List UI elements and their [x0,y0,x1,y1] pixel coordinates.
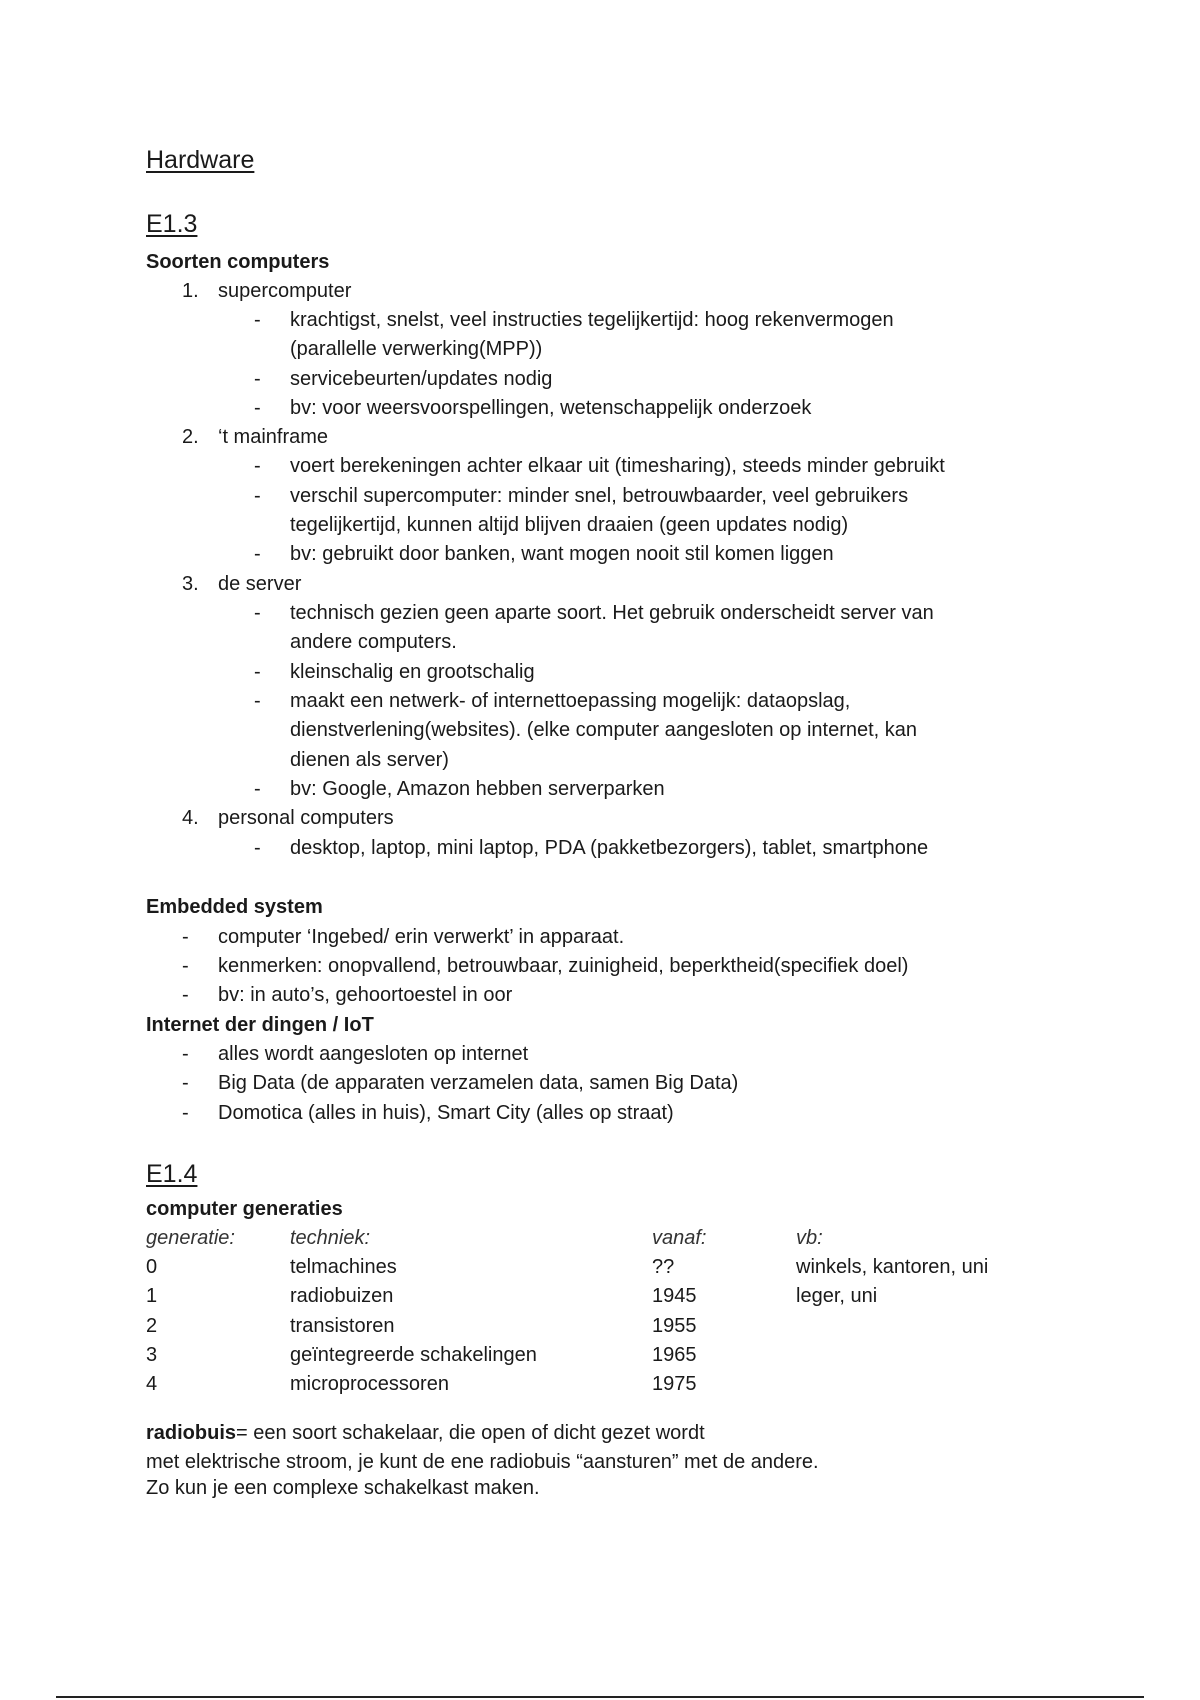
bullet-dash: - [182,955,189,977]
bullet-text: dienstverlening(websites). (elke computer aangesloten op internet, kan [290,719,918,741]
table-cell: 3 [146,1344,158,1366]
table-header: techniek: [290,1227,371,1249]
table-cell: 2 [146,1315,158,1337]
bullet-dash: - [254,543,261,565]
note-line [146,1421,705,1445]
table-cell: microprocessoren [290,1373,449,1395]
table-cell: transistoren [290,1315,395,1337]
bullet-text: Domotica (alles in huis), Smart City (alles op straat) [218,1102,674,1124]
table-cell: radiobuizen [290,1285,394,1307]
list-number: 2. [182,426,199,448]
table-cell: 1945 [652,1285,697,1307]
bullet-text: alles wordt aangesloten op internet [218,1043,529,1065]
table-cell: 1 [146,1285,158,1307]
bullet-text: bv: Google, Amazon hebben serverparken [290,778,665,800]
table-cell: geïntegreerde schakelingen [290,1344,537,1366]
table-cell: 4 [146,1373,158,1395]
bullet-dash: - [254,368,261,390]
bullet-text: verschil supercomputer: minder snel, betrouwbaarder, veel gebruikers [290,485,909,507]
bullet-text: voert berekeningen achter elkaar uit (timesharing), steeds minder gebruikt [290,455,945,477]
note-line: Zo kun je een complexe schakelkast maken. [146,1477,540,1499]
bullet-text: kenmerken: onopvallend, betrouwbaar, zuinigheid, beperktheid(specifiek doel) [218,955,909,977]
bullet-text: kleinschalig en grootschalig [290,661,535,683]
table-header: vb: [796,1227,823,1249]
list-item-label: personal computers [218,807,394,829]
bullet-text: technisch gezien geen aparte soort. Het gebruik onderscheidt server van [290,602,934,624]
bullet-text: bv: gebruikt door banken, want mogen nooit stil komen liggen [290,543,834,565]
bullet-text: computer ‘Ingebed/ erin verwerkt’ in apparaat. [218,926,625,948]
section-heading-e14: E1.4 [146,1160,198,1188]
bullet-text: dienen als server) [290,749,449,771]
bullet-dash: - [254,837,261,859]
bullet-text: bv: in auto’s, gehoortoestel in oor [218,984,513,1006]
table-header: generatie: [146,1227,235,1249]
bullet-dash: - [254,309,261,331]
bullet-text: desktop, laptop, mini laptop, PDA (pakketbezorgers), tablet, smartphone [290,837,929,859]
bullet-text: krachtigst, snelst, veel instructies tegelijkertijd: hoog rekenvermogen [290,309,894,331]
bullet-dash: - [254,602,261,624]
list-item-label: de server [218,573,302,595]
list-number: 4. [182,807,199,829]
document-title: Hardware [146,146,255,174]
list-number: 3. [182,573,199,595]
bullet-text: tegelijkertijd, kunnen altijd blijven draaien (geen updates nodig) [290,514,849,536]
table-header: vanaf: [652,1227,707,1249]
table-cell: winkels, kantoren, uni [796,1256,989,1278]
subheading-generaties: computer generaties [146,1198,343,1220]
table-cell: ?? [652,1256,675,1278]
bullet-dash: - [254,397,261,419]
table-cell: 1975 [652,1373,697,1395]
section-heading-e13: E1.3 [146,210,198,238]
bullet-dash: - [182,926,189,948]
subheading-embedded: Embedded system [146,896,323,918]
bullet-dash: - [182,1102,189,1124]
bullet-text: bv: voor weersvoorspellingen, wetenschappelijk onderzoek [290,397,812,419]
bullet-dash: - [254,661,261,683]
bullet-text: andere computers. [290,631,457,653]
list-item-label: ‘t mainframe [218,426,329,448]
bullet-text: servicebeurten/updates nodig [290,368,553,390]
table-cell: 1965 [652,1344,697,1366]
bullet-text: (parallelle verwerking(MPP)) [290,338,543,360]
bullet-dash: - [254,485,261,507]
bullet-dash: - [182,1072,189,1094]
subheading-iot: Internet der dingen / IoT [146,1014,374,1036]
table-cell: telmachines [290,1256,397,1278]
table-cell: 1955 [652,1315,697,1337]
page-bottom-rule [56,1696,1144,1698]
table-cell: 0 [146,1256,158,1278]
subheading-soorten: Soorten computers [146,251,330,273]
list-item-label: supercomputer [218,280,352,302]
bullet-dash: - [254,455,261,477]
bullet-text: Big Data (de apparaten verzamelen data, samen Big Data) [218,1072,739,1094]
bullet-dash: - [254,778,261,800]
bullet-dash: - [254,690,261,712]
bullet-text: maakt een netwerk- of internettoepassing mogelijk: dataopslag, [290,690,851,712]
list-number: 1. [182,280,199,302]
bullet-dash: - [182,984,189,1006]
bullet-dash: - [182,1043,189,1065]
note-term: radiobuis [146,1422,237,1444]
note-line: met elektrische stroom, je kunt de ene radiobuis “aansturen” met de andere. [146,1451,819,1473]
table-cell: leger, uni [796,1285,878,1307]
note-text: = een soort schakelaar, die open of dicht gezet wordt [236,1422,705,1444]
